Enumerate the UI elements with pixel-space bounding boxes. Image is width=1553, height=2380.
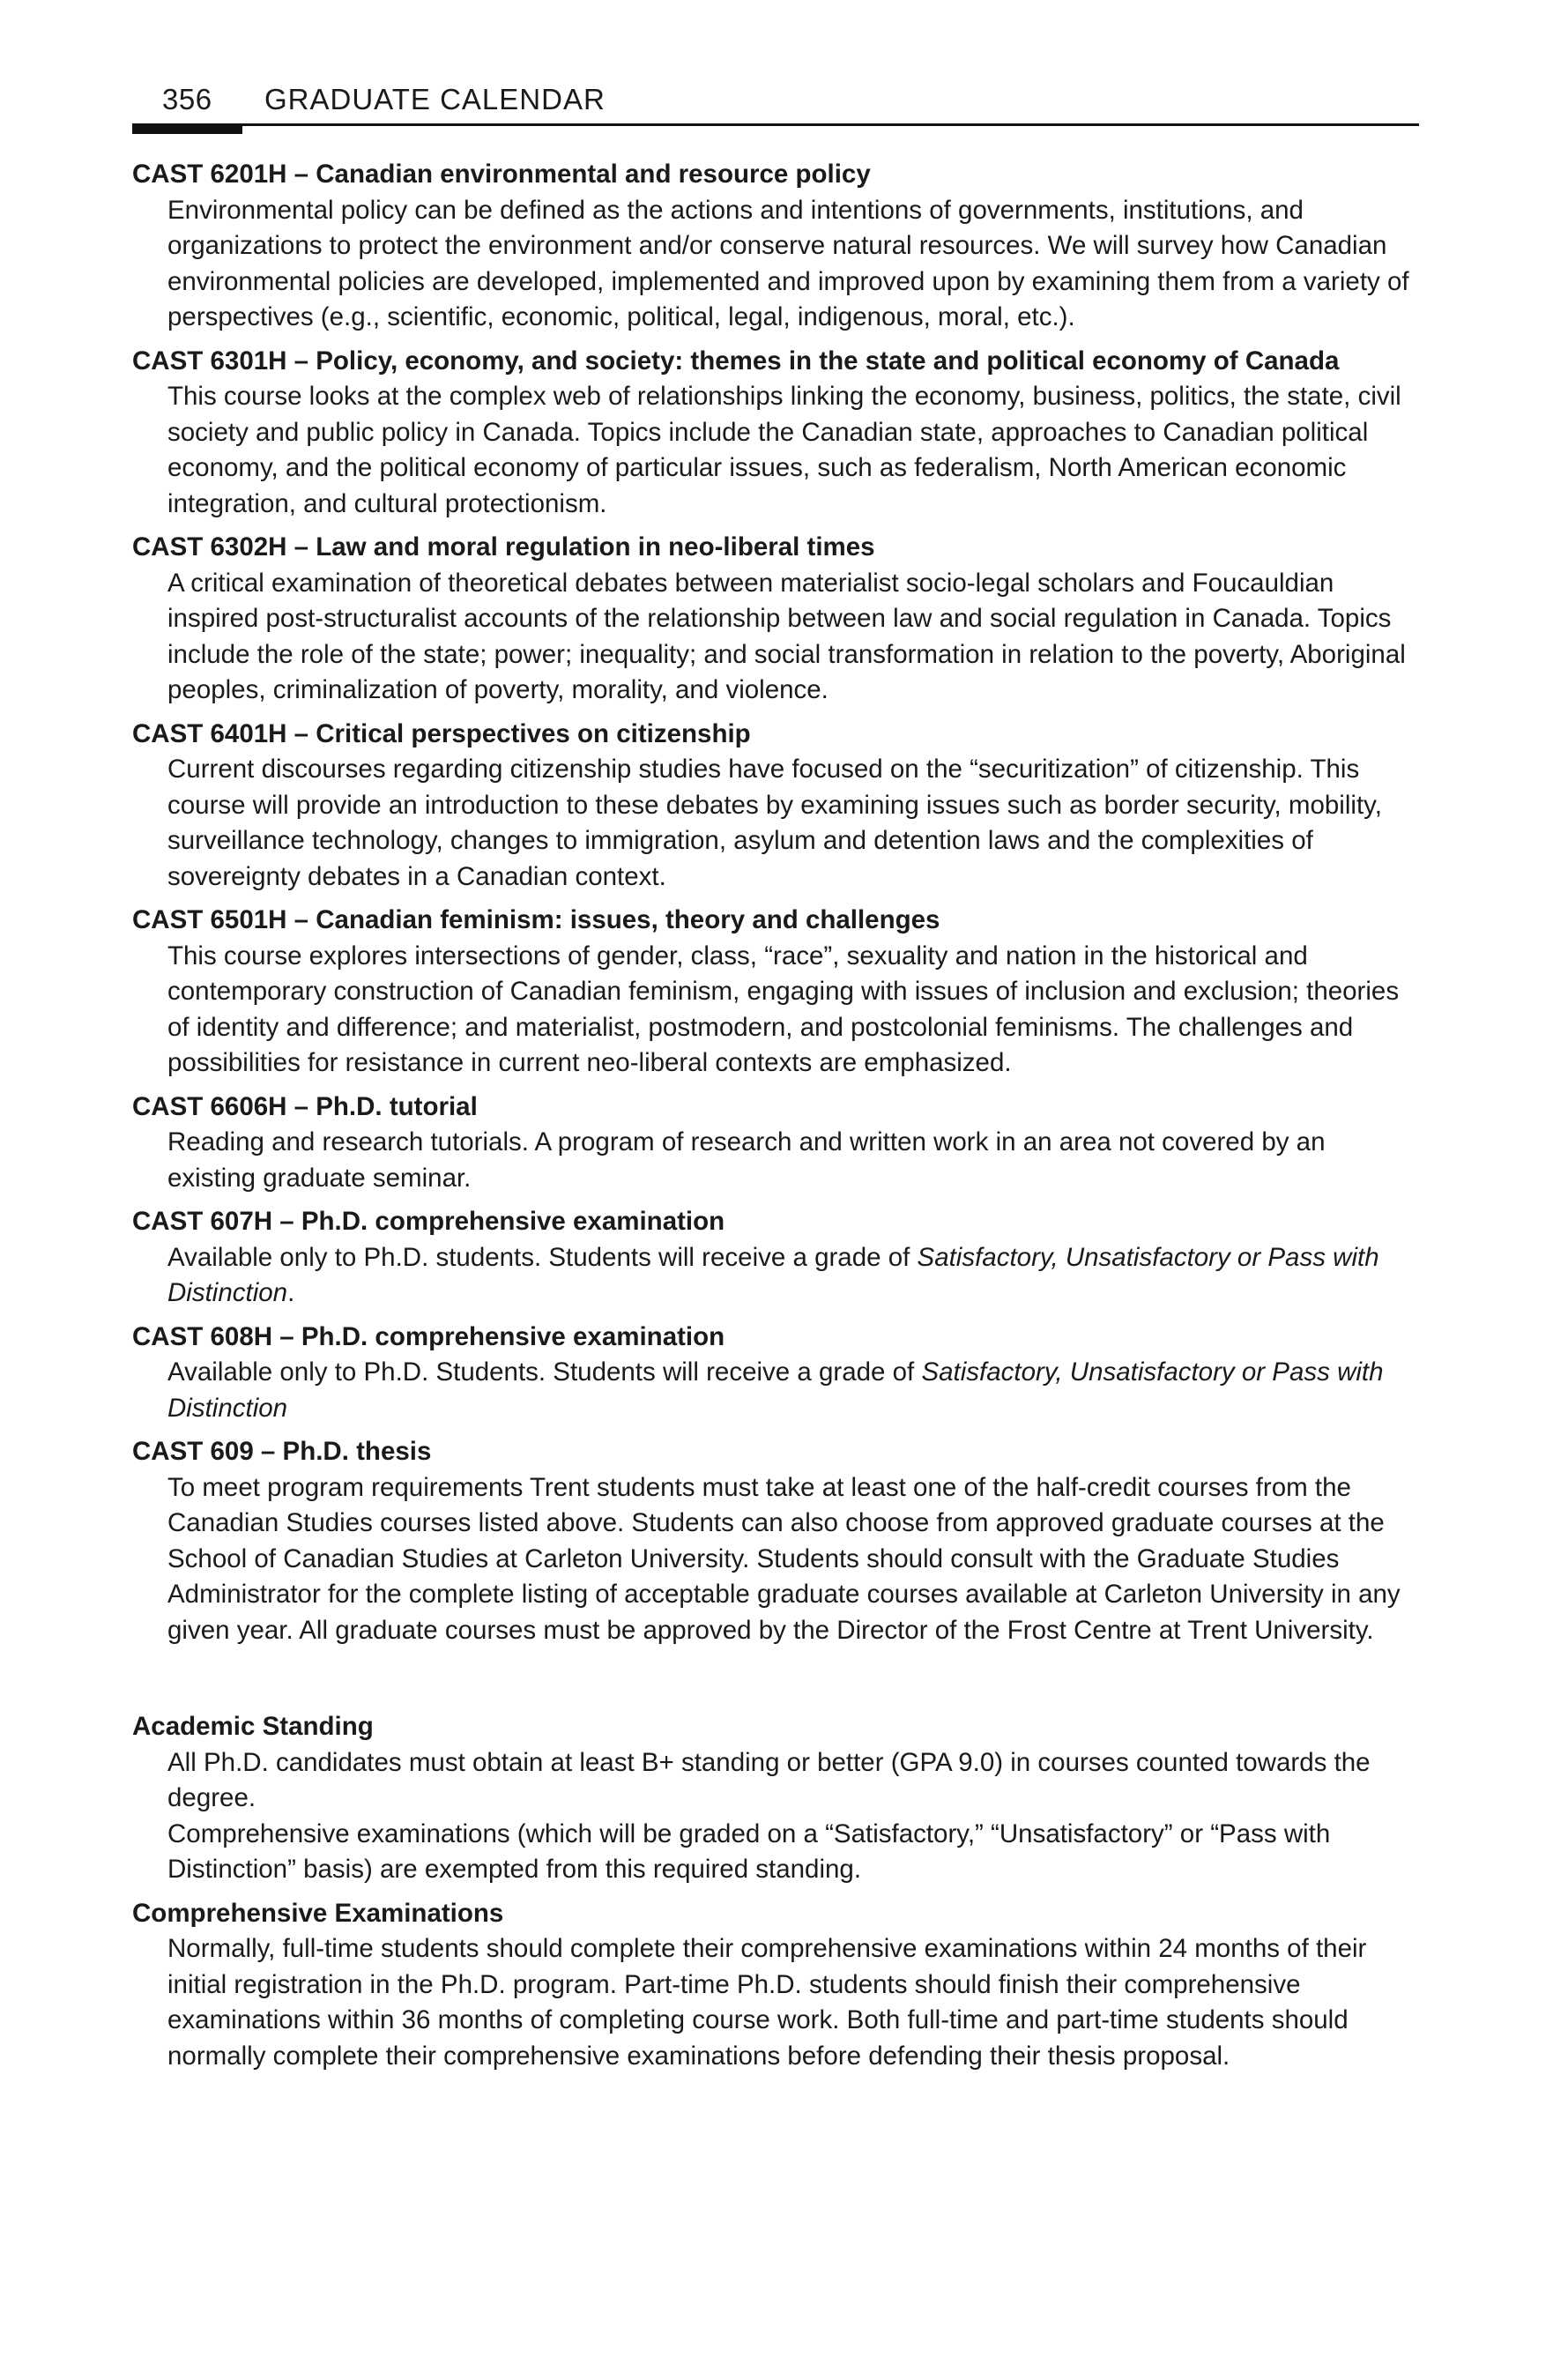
course-title: CAST 6606H – Ph.D. tutorial <box>132 1091 478 1121</box>
section-paragraph: All Ph.D. candidates must obtain at least B+ standing or better (GPA 9.0) in courses counted towards the degree. <box>167 1747 1371 1812</box>
course-description: Reading and research tutorials. A program of research and written work in an area not covered by an existing graduate seminar. <box>167 1127 1326 1193</box>
section-heading: Academic Standing <box>132 1712 374 1741</box>
section-paragraph: Comprehensive examinations (which will be graded on a “Satisfactory,” “Unsatisfactory” or “Pass with Distinction” basis) are exempted from this required standing. <box>167 1818 1331 1884</box>
section-spacer <box>132 1656 1419 1709</box>
course-entry <box>132 157 1419 336</box>
course-description <box>132 1355 1419 1426</box>
course-title: CAST 609 – Ph.D. thesis <box>132 1437 432 1466</box>
header-rule <box>132 123 1419 126</box>
header-tab-bar <box>132 123 242 134</box>
course-title: CAST 6401H – Critical perspectives on citizenship <box>132 718 751 748</box>
running-head <box>132 72 1419 134</box>
course-title: CAST 6201H – Canadian environmental and resource policy <box>132 160 871 189</box>
page-number: 356 <box>162 83 212 115</box>
course-entry <box>132 530 1419 709</box>
course-entry <box>132 1434 1419 1648</box>
course-title: CAST 607H – Ph.D. comprehensive examination <box>132 1207 725 1236</box>
running-title: GRADUATE CALENDAR <box>264 83 606 115</box>
course-entry <box>132 1320 1419 1427</box>
main-content <box>132 157 1419 2082</box>
course-description: Environmental policy can be defined as the actions and intentions of governments, institutions, and organizations to protect the environment and/or conserve natural resources. We will survey how Canadian environmental policies are developed, implemented and improved upon by examining them from a variety of perspectives (e.g., scientific, economic, political, legal, indigenous, moral, etc.). <box>167 195 1409 331</box>
academic-standing-section <box>132 1709 1419 1888</box>
course-entry <box>132 1204 1419 1312</box>
course-title: CAST 608H – Ph.D. comprehensive examination <box>132 1321 725 1351</box>
grade-options-italic: Satisfactory, Unsatisfactory or Pass with Distinction <box>167 1242 1379 1307</box>
course-description: This course looks at the complex web of relationships linking the economy, business, politics, the state, civil society and public policy in Canada. Topics include the Canadian state, approaches to Canadian political economy, and the political economy of particular issues, such as federalism, North American economic integration, and cultural protectionism. <box>167 382 1401 518</box>
course-description: Current discourses regarding citizenship studies have focused on the “securitization” of citizenship. This course will provide an introduction to these debates by examining issues such as border security, mobility, surveillance technology, changes to immigration, asylum and detention laws and the complexities of sovereignty debates in a Canadian context. <box>167 755 1382 891</box>
course-description <box>132 1240 1419 1312</box>
course-description: A critical examination of theoretical debates between materialist socio-legal scholars and Foucauldian inspired post-structuralist accounts of the relationship between law and social regulation in Canada. Topics include the role of the state; power; inequality; and social transformation in relation to the poverty, Aboriginal peoples, criminalization of poverty, morality, and violence. <box>167 568 1406 704</box>
course-title: CAST 6302H – Law and moral regulation in neo-liberal times <box>132 532 875 562</box>
grade-options-italic: Satisfactory, Unsatisfactory or Pass with Distinction <box>167 1357 1384 1423</box>
course-entry <box>132 717 1419 896</box>
course-entry <box>132 903 1419 1082</box>
comprehensive-examinations-section <box>132 1896 1419 2075</box>
course-entry <box>132 1090 1419 1197</box>
course-entry <box>132 344 1419 523</box>
section-paragraph: Normally, full-time students should complete their comprehensive examinations within 24 months of their initial registration in the Ph.D. program. Part-time Ph.D. students should finish their comprehensive examinations within 36 months of completing course work. Both full-time and part-time students should normally complete their comprehensive examinations before defending their thesis proposal. <box>167 1934 1367 2071</box>
course-description: To meet program requirements Trent students must take at least one of the half-credit courses from the Canadian Studies courses listed above. Students can also choose from approved graduate courses at the School of Canadian Studies at Carleton University. Students should consult with the Graduate Studies Administrator for the complete listing of acceptable graduate courses available at Carleton University in any given year. All graduate courses must be approved by the Director of the Frost Centre at Trent University. <box>167 1472 1401 1645</box>
course-description: This course explores intersections of gender, class, “race”, sexuality and nation in the historical and contemporary construction of Canadian feminism, engaging with issues of inclusion and exclusion; theories of identity and difference; and materialist, postmodern, and postcolonial feminisms. The challenges and possibilities for resistance in current neo-liberal contexts are emphasized. <box>167 941 1400 1077</box>
description-end: . <box>287 1278 295 1307</box>
course-title: CAST 6501H – Canadian feminism: issues, theory and challenges <box>132 905 940 934</box>
description-text: Available only to Ph.D. Students. Students will receive a grade of <box>167 1357 922 1387</box>
course-title: CAST 6301H – Policy, economy, and society: themes in the state and political economy of Canada <box>132 346 1340 376</box>
section-heading: Comprehensive Examinations <box>132 1898 504 1928</box>
description-text: Available only to Ph.D. students. Students will receive a grade of <box>167 1242 918 1272</box>
